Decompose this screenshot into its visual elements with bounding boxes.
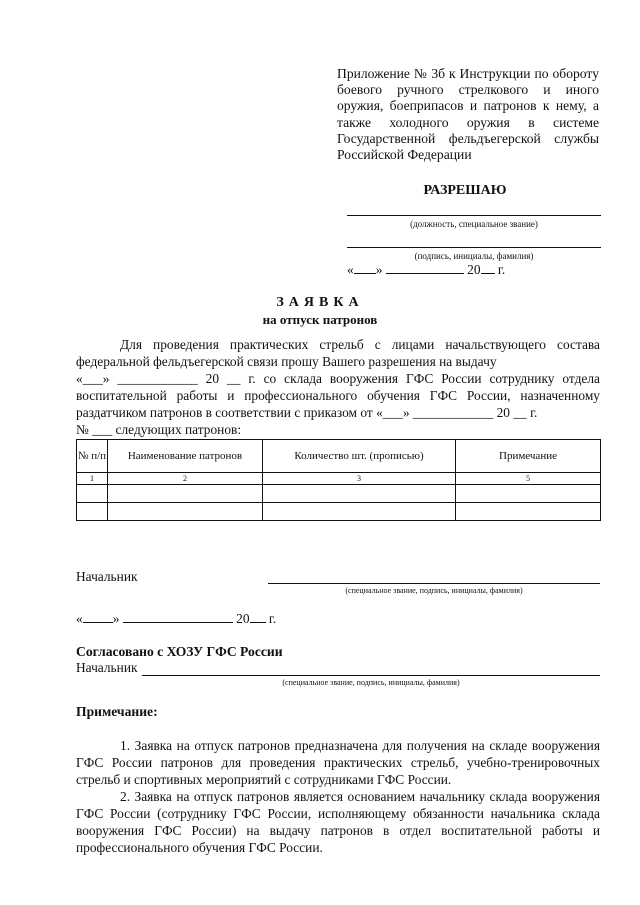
chief-signature-line <box>268 583 600 584</box>
body-line-1: Для проведения практических стрельб с лицами начальствующего состава федеральной фельдъегерской связи прошу Вашего разрешения на выдачу <box>76 337 600 369</box>
chief-caption: (специальное звание, подпись, инициалы, фамилия) <box>345 586 523 595</box>
col-name-header: Наименование патронов <box>108 440 263 473</box>
notes-list <box>76 737 600 856</box>
document-subtitle: на отпуск патронов <box>262 312 378 327</box>
appendix-header: Приложение № 3б к Инструкции по обороту боевого ручного стрелкового и иного оружия, боеприпасов и патронов к нему, а также холодного оружия в системе Государственной фельдъегерской службы Российской Федерации <box>337 66 599 163</box>
table-header-row <box>77 440 601 473</box>
col-note-index: 5 <box>456 473 601 485</box>
body-line-2: «___» ____________ 20 __ г. со склада вооружения ГФС России сотруднику отдела воспитательной работы и профессионального обучения ГФС России, назначенному раздатчиком патронов в соответствии с приказом от «___» ____________ 20 __ г. <box>76 371 600 420</box>
col-note-header: Примечание <box>456 440 601 473</box>
position-caption: (должность, специальное звание) <box>410 219 538 229</box>
date-year-suffix: г. <box>268 611 277 626</box>
agreed-signature-line <box>142 675 600 676</box>
notes-title: Примечание: <box>76 704 158 719</box>
agreed-chief-label: Начальник <box>76 660 138 675</box>
body-line-3: № ___ следующих патронов: <box>76 422 242 437</box>
chief-label: Начальник <box>76 569 138 584</box>
request-body <box>76 336 600 438</box>
document-title: ЗАЯВКА <box>276 295 364 310</box>
date-close-quote: » <box>112 611 120 626</box>
cartridges-table <box>76 439 601 521</box>
col-name-index: 2 <box>108 473 263 485</box>
agreed-title: Согласовано с ХОЗУ ГФС России <box>76 644 283 659</box>
col-number-header: № п/п <box>77 440 108 473</box>
date-year: 20 <box>467 262 481 277</box>
date-close-quote: » <box>375 262 383 277</box>
date-year-suffix: г. <box>497 262 506 277</box>
chief-date <box>76 611 276 627</box>
col-number-index: 1 <box>77 473 108 485</box>
note-item-2: 2. Заявка на отпуск патронов является основанием начальнику склада вооружения ГФС России (сотруднику ГФС России, исполняющему обязанности начальника склада вооружения ГФС России) на выдачу патронов в отдел воспитательной работы и профессионального обучения ГФС России. <box>76 789 600 855</box>
col-quantity-header: Количество шт. (прописью) <box>263 440 456 473</box>
approval-title: РАЗРЕШАЮ <box>423 183 507 198</box>
table-row <box>77 485 601 503</box>
signature-line <box>347 247 601 248</box>
col-quantity-index: 3 <box>263 473 456 485</box>
date-year: 20 <box>236 611 250 626</box>
date-open-quote: « <box>347 262 354 277</box>
table-row <box>77 503 601 521</box>
position-line <box>347 215 601 216</box>
table-numbers-row <box>77 473 601 485</box>
date-open-quote: « <box>76 611 83 626</box>
note-item-1: 1. Заявка на отпуск патронов предназначена для получения на складе вооружения ГФС России патронов для проведения практических стрельб, учебно-тренировочных стрельб и спортивных мероприятий с сотрудниками ГФС России. <box>76 738 600 787</box>
signature-caption: (подпись, инициалы, фамилия) <box>414 251 534 261</box>
approval-date <box>347 262 505 278</box>
agreed-caption: (специальное звание, подпись, инициалы, фамилия) <box>282 678 460 687</box>
